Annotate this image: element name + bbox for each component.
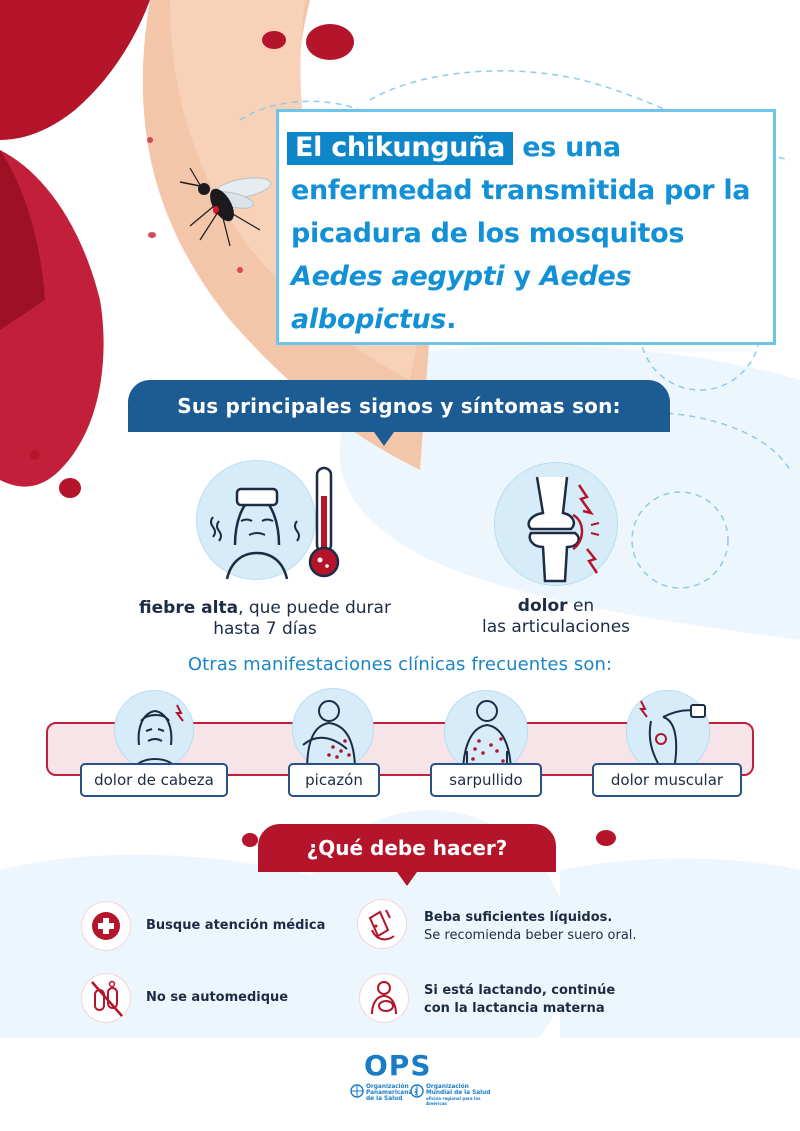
- pain-text-1: en: [567, 596, 595, 616]
- seek-care-text: [146, 917, 346, 935]
- who-line-2: Mundial de la Salud: [426, 1090, 491, 1097]
- drop: [242, 833, 258, 847]
- intro-text: es una enfermedad transmitida por la picadura de los mosquitos: [291, 132, 751, 249]
- breastfeeding-icon: [360, 974, 408, 1022]
- label-itching: picazón: [288, 763, 380, 797]
- symptoms-heading: Sus principales signos y síntomas son:: [177, 394, 621, 418]
- seek-care-label: Busque atención médica: [146, 918, 326, 933]
- banner-pointer: [397, 872, 417, 886]
- joint-pain-caption: [440, 596, 672, 638]
- intro-highlight: El chikunguña: [287, 132, 513, 165]
- intro-box: [276, 109, 776, 345]
- itching-icon: [292, 688, 374, 770]
- action-heading: ¿Qué debe hacer?: [306, 836, 508, 860]
- paho-line-1: Organización: [366, 1084, 409, 1090]
- medical-cross-icon: [82, 902, 130, 950]
- drop: [262, 31, 286, 49]
- intro-end: .: [446, 304, 457, 335]
- who-name: [426, 1084, 496, 1106]
- rash-icon: [444, 690, 528, 774]
- no-medication-icon: [82, 974, 130, 1022]
- no-self-medicate-text: [146, 989, 346, 1007]
- sleeve-top: [0, 0, 150, 140]
- who-line-3: oficina regional para las Américas: [426, 1096, 481, 1107]
- label-muscle-pain: dolor muscular: [592, 763, 742, 797]
- drop: [306, 24, 354, 60]
- no-self-label: No se automedique: [146, 990, 289, 1005]
- thermometer-icon: [306, 466, 342, 582]
- bite-mark: [237, 267, 243, 273]
- label-headache: dolor de cabeza: [80, 763, 228, 797]
- intro-species-2: Aedes albopictus: [291, 261, 632, 335]
- action-banner: [258, 824, 556, 872]
- paho-emblem-icon: [350, 1084, 364, 1098]
- drop: [30, 450, 40, 460]
- breastfeed-line-2: con la lactancia materna: [424, 1001, 605, 1016]
- drink-fluids-text: [424, 909, 684, 945]
- drink-bold: Beba suficientes líquidos.: [424, 910, 613, 925]
- breastfeeding-text: [424, 982, 684, 1018]
- fever-bold: fiebre alta: [139, 598, 239, 618]
- drink-fluids-icon: [358, 900, 406, 948]
- other-manifestations-heading: Otras manifestaciones clínicas frecuentes son:: [187, 654, 613, 675]
- fever-text-1: , que puede durar: [238, 598, 391, 618]
- intro-statement: [291, 126, 771, 341]
- fever-caption: [120, 598, 410, 640]
- bite-mark: [147, 137, 153, 143]
- who-line-1: Organización: [426, 1084, 469, 1090]
- paho-line-3: de la Salud: [366, 1096, 403, 1103]
- drink-rest: Se recomienda beber suero oral.: [424, 928, 637, 943]
- banner-pointer: [374, 432, 394, 446]
- fever-icon: [196, 460, 316, 580]
- drop: [596, 830, 616, 846]
- symptoms-banner: [128, 380, 670, 432]
- headache-icon: [114, 690, 194, 770]
- who-emblem-icon: [410, 1084, 424, 1098]
- paho-line-2: Panamericana: [366, 1090, 413, 1097]
- ops-logo: OPS: [364, 1049, 432, 1082]
- intro-species-1: Aedes aegypti: [291, 261, 505, 292]
- breastfeed-line-1: Si está lactando, continúe: [424, 983, 616, 998]
- joint-pain-icon: [494, 462, 618, 586]
- fever-text-2: hasta 7 días: [213, 619, 317, 639]
- intro-connector: y: [513, 261, 531, 292]
- pain-bold: dolor: [517, 596, 568, 616]
- bite-mark: [148, 232, 156, 238]
- label-rash: sarpullido: [430, 763, 542, 797]
- drop: [59, 478, 81, 498]
- muscle-pain-icon: [626, 690, 710, 774]
- pain-text-2: las articulaciones: [481, 617, 631, 637]
